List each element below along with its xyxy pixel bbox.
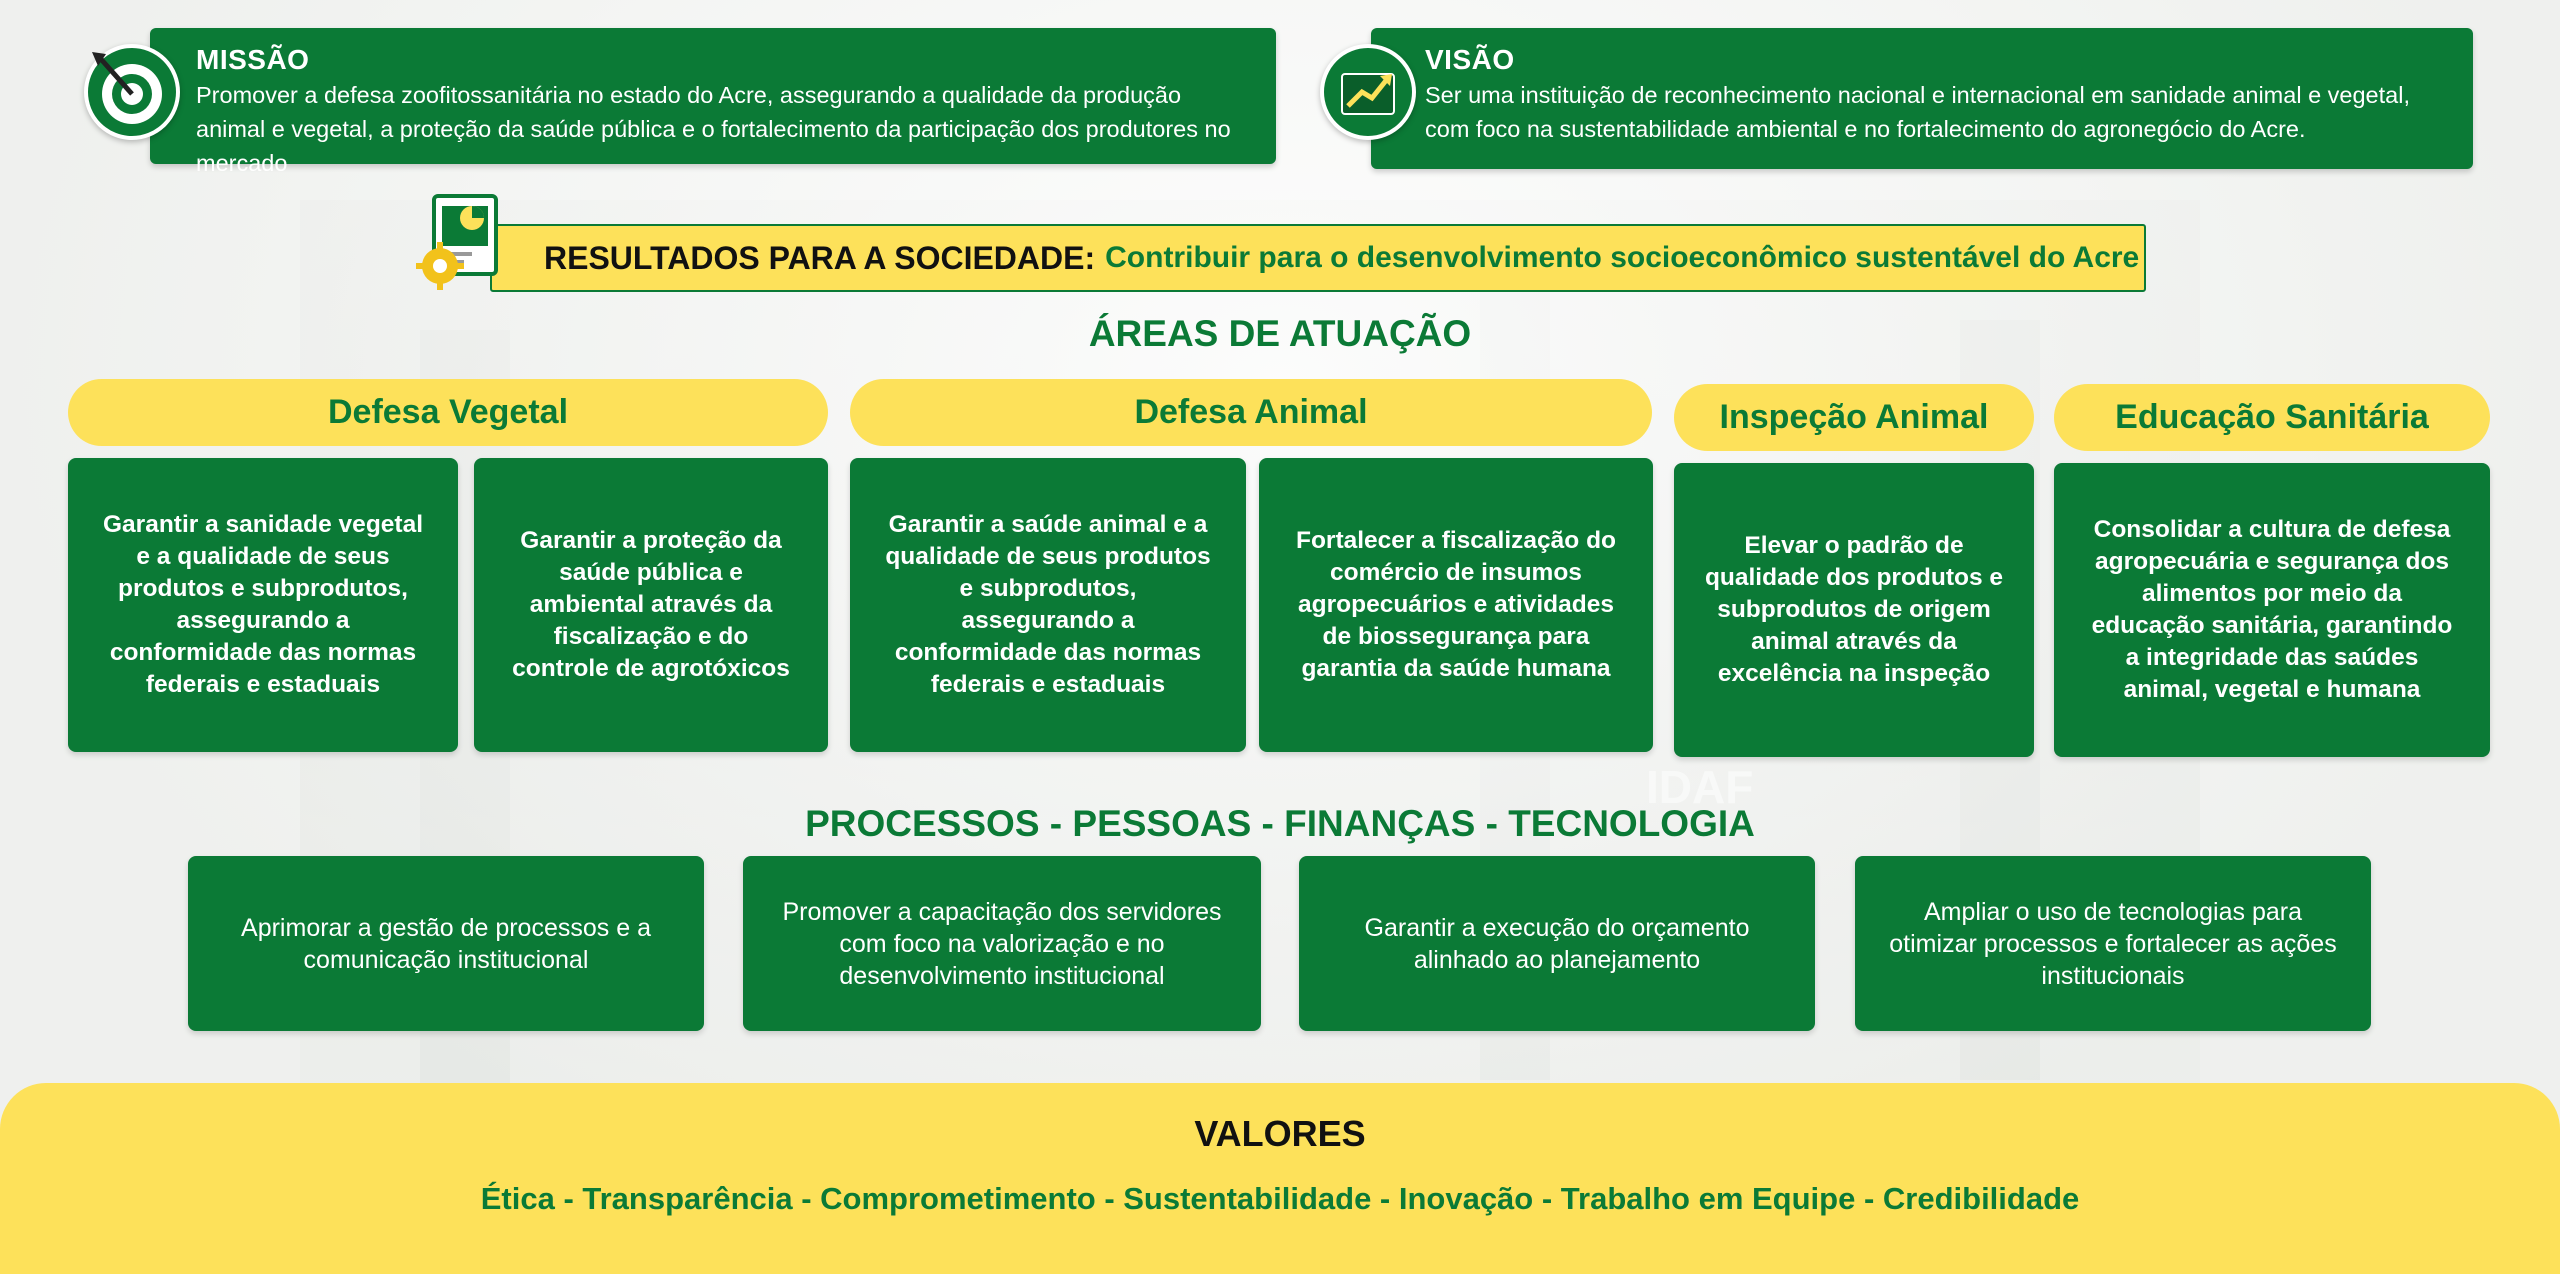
results-banner: [490, 224, 2146, 292]
values-list: Ética - Transparência - Comprometimento - Sustentabilidade - Inovação - Trabalho em Equipe - Credibilidade: [480, 1181, 2080, 1216]
growth-chart-icon: [1320, 44, 1416, 140]
area-pill-inspecao-animal: Inspeção Animal: [1674, 384, 2034, 451]
mission-text: Promover a defesa zoofitossanitária no estado do Acre, assegurando a qualidade da produção animal e vegetal, a proteção da saúde pública e o fortalecimento da participação dos produtores no mercado: [196, 82, 1231, 176]
results-text: Contribuir para o desenvolvimento socioeconômico sustentável do Acre: [1105, 241, 2140, 274]
vision-text: Ser uma instituição de reconhecimento nacional e internacional em sanidade animal e vegetal, com foco na sustentabilidade ambiental e no fortalecimento do agronegócio do Acre.: [1425, 82, 2410, 142]
area-card: Garantir a proteção da saúde pública e ambiental através da fiscalização e do controle de agrotóxicos: [474, 458, 828, 752]
area-card: Garantir a sanidade vegetal e a qualidade de seus produtos e subprodutos, assegurando a conformidade das normas federais e estaduais: [68, 458, 458, 752]
values-title: VALORES: [1194, 1113, 1366, 1154]
area-pill-educacao-sanitaria: Educação Sanitária: [2054, 384, 2490, 451]
vision-title: VISÃO: [1425, 44, 1515, 75]
ppft-card: Aprimorar a gestão de processos e a comunicação institucional: [188, 856, 704, 1031]
area-card: Elevar o padrão de qualidade dos produtos e subprodutos de origem animal através da excelência na inspeção: [1674, 463, 2034, 757]
results-label: RESULTADOS PARA A SOCIEDADE:: [544, 239, 1096, 276]
background-watermark: IDAF: [1646, 761, 1754, 813]
area-card: Consolidar a cultura de defesa agropecuária e segurança dos alimentos por meio da educação sanitária, garantindo a integridade das saúdes animal, vegetal e humana: [2054, 463, 2490, 757]
areas-title: ÁREAS DE ATUAÇÃO: [1088, 313, 1472, 354]
mission-title: MISSÃO: [196, 44, 310, 75]
area-card: Fortalecer a fiscalização do comércio de insumos agropecuários e atividades de biossegurança para garantia da saúde humana: [1259, 458, 1653, 752]
values-section: [0, 1083, 2560, 1274]
target-icon: [84, 44, 180, 140]
vision-box: [1371, 28, 2473, 169]
ppft-card: Ampliar o uso de tecnologias para otimizar processos e fortalecer as ações institucionais: [1855, 856, 2371, 1031]
report-gear-icon: [412, 188, 522, 298]
area-pill-defesa-vegetal: Defesa Vegetal: [68, 379, 828, 446]
ppft-card: Garantir a execução do orçamento alinhado ao planejamento: [1299, 856, 1815, 1031]
area-pill-defesa-animal: Defesa Animal: [850, 379, 1652, 446]
mission-box: [150, 28, 1276, 176]
ppft-card: Promover a capacitação dos servidores com foco na valorização e no desenvolvimento institucional: [743, 856, 1261, 1031]
area-card: Garantir a saúde animal e a qualidade de seus produtos e subprodutos, assegurando a conformidade das normas federais e estaduais: [850, 458, 1246, 752]
ppft-title: PROCESSOS - PESSOAS - FINANÇAS - TECNOLOGIA: [805, 803, 1755, 844]
